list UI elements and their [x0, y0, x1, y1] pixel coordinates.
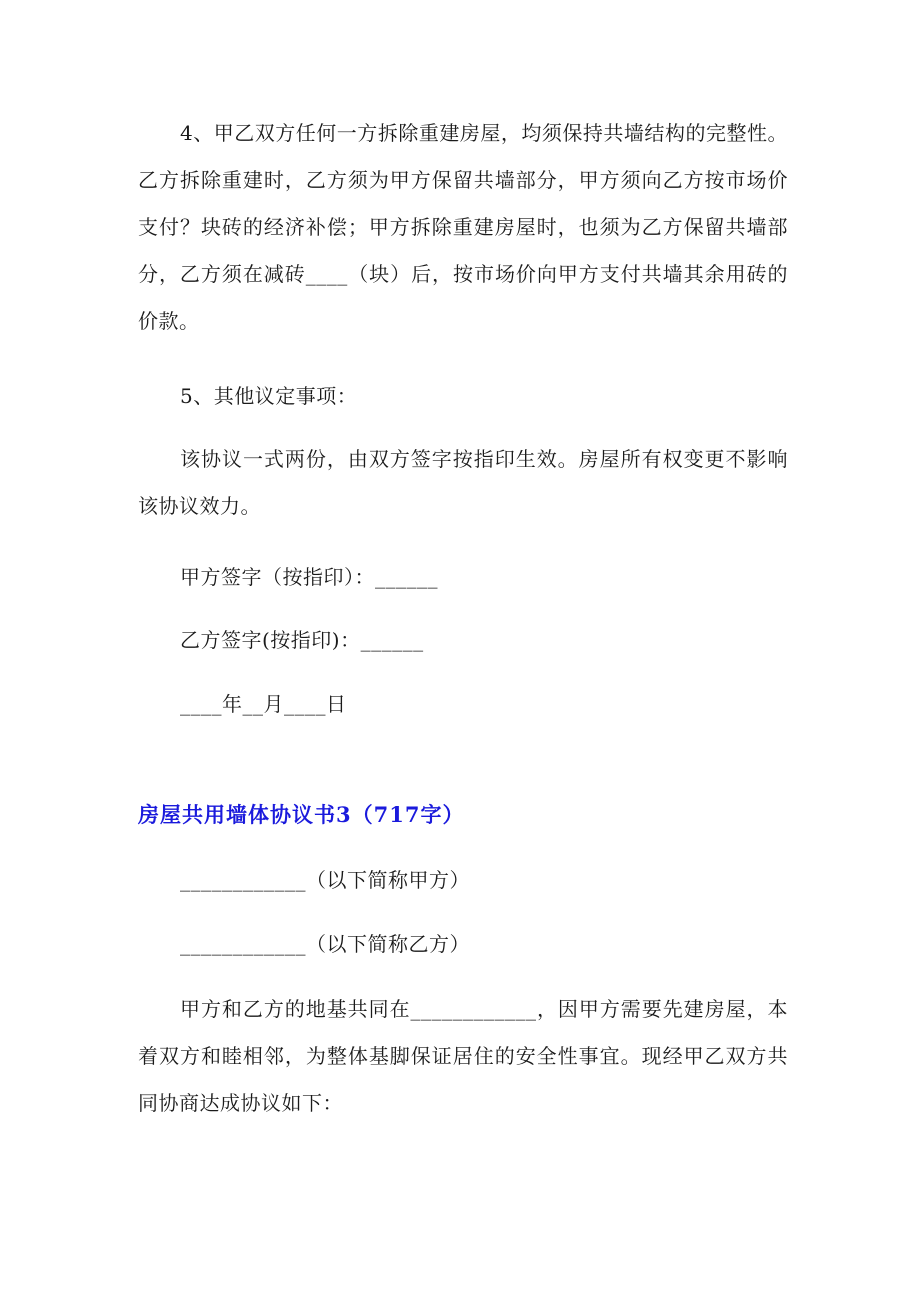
- intro-paragraph: 甲方和乙方的地基共同在____________，因甲方需要先建房屋，本着双方和睦相邻，为整体基脚保证居住的安全性事宜。现经甲乙双方共同协商达成协议如下：: [138, 997, 788, 1115]
- party-a-line: ____________（以下简称甲方）: [180, 868, 470, 892]
- party-b-line: ____________（以下简称乙方）: [180, 932, 470, 956]
- party-a-signature-line: 甲方签字（按指印）：______: [180, 565, 438, 589]
- clause-5-line: 5、其他议定事项：: [180, 384, 358, 408]
- section-3-title: 房屋共用墙体协议书3（717字）: [138, 802, 465, 827]
- clause-4-paragraph: 4、甲乙双方任何一方拆除重建房屋，均须保持共墙结构的完整性。乙方拆除重建时，乙方须为甲方保留共墙部分，甲方须向乙方按市场价支付？块砖的经济补偿；甲方拆除重建房屋时，也须为乙方保留共墙部分，乙方须在减砖____（块）后，按市场价向甲方支付共墙其余用砖的价款。: [138, 121, 788, 333]
- party-b-signature-line: 乙方签字(按指印)：______: [180, 628, 424, 652]
- effect-paragraph: 该协议一式两份，由双方签字按指印生效。房屋所有权变更不影响该协议效力。: [138, 447, 788, 518]
- date-line: ____年__月____日: [180, 692, 347, 716]
